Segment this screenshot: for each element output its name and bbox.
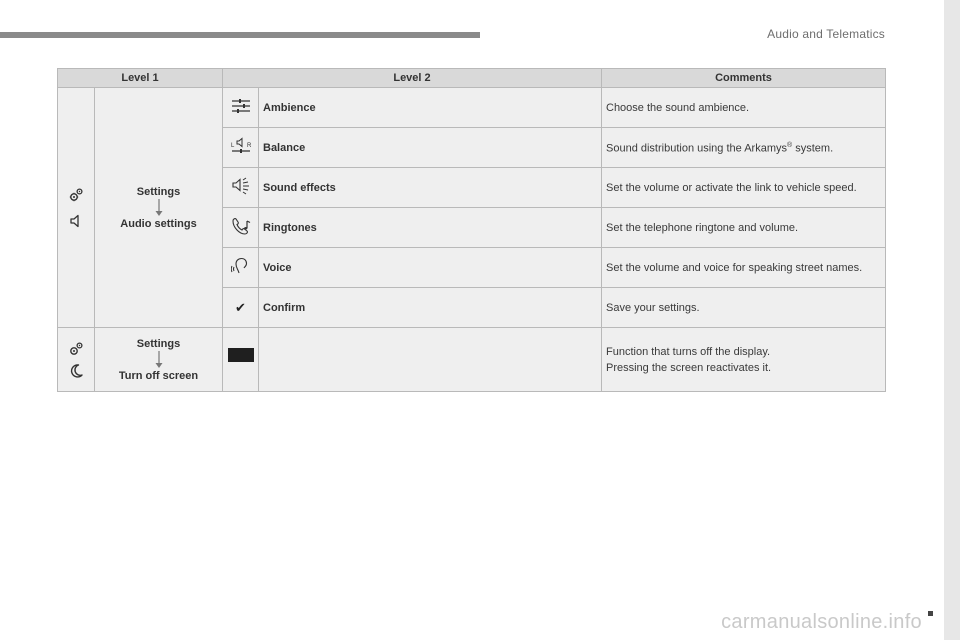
row-label-confirm: Confirm (259, 288, 602, 328)
level1-path-screen (95, 328, 223, 392)
watermark: carmanualsonline.info (721, 611, 922, 633)
icon-cell (223, 88, 259, 128)
svg-text:L: L (230, 143, 234, 149)
svg-text:R: R (246, 143, 251, 149)
row-label-ambience: Ambience (259, 88, 602, 128)
table-row (58, 88, 886, 128)
comment-line: Function that turns off the display. (606, 345, 771, 358)
moon-icon (68, 363, 84, 379)
row-comment-ringtones: Set the telephone ringtone and volume. (602, 208, 886, 248)
header-level1: Level 1 (58, 69, 223, 88)
balance-comment-text: Sound distribution using the Arkamys (606, 142, 787, 155)
settings-gears-icon (68, 341, 84, 357)
header-comments: Comments (602, 69, 886, 88)
voice-icon (231, 257, 251, 275)
row-comment-balance (602, 128, 886, 168)
sound-effects-icon (231, 177, 251, 195)
arrow-down-icon (154, 351, 164, 369)
level1-icons-audio (58, 88, 95, 328)
checkmark-icon: ✔ (235, 299, 246, 315)
row-comment-confirm: Save your settings. (602, 288, 886, 328)
row-comment-sound-effects: Set the volume or activate the link to vehicle speed. (602, 168, 886, 208)
table-header-row (58, 69, 886, 88)
level1-path-audio (95, 88, 223, 328)
row-comment-ambience: Choose the sound ambience. (602, 88, 886, 128)
ringtone-note-icon (231, 217, 251, 235)
side-strip (944, 0, 960, 640)
row-label-ringtones: Ringtones (259, 208, 602, 248)
speaker-icon (68, 213, 84, 229)
registered-mark: ® (787, 142, 793, 150)
comment-line: Pressing the screen reactivates it. (606, 361, 772, 374)
icon-cell (223, 328, 259, 392)
level1-icons-screen (58, 328, 95, 392)
icon-cell (223, 248, 259, 288)
row-label-turn-off-screen (259, 328, 602, 392)
page-header: Audio and Telematics (767, 27, 885, 41)
icon-cell (223, 208, 259, 248)
icon-cell (223, 168, 259, 208)
row-label-voice: Voice (259, 248, 602, 288)
row-label-sound-effects: Sound effects (259, 168, 602, 208)
settings-table (57, 68, 886, 392)
arrow-down-icon (154, 199, 164, 217)
balance-lr-icon (230, 137, 252, 155)
table-row (58, 328, 886, 392)
page-marker (928, 611, 933, 616)
equalizer-sliders-icon (231, 98, 251, 114)
header-level2: Level 2 (223, 69, 602, 88)
settings-gears-icon (68, 187, 84, 203)
row-label-balance: Balance (259, 128, 602, 168)
row-comment-turn-off-screen (602, 328, 886, 392)
path-settings-label: Settings (136, 337, 181, 350)
path-settings-label: Settings (136, 185, 181, 198)
icon-cell (223, 288, 259, 328)
header-rule (0, 32, 480, 38)
balance-comment-suffix: system. (792, 142, 834, 155)
black-screen-icon (228, 348, 254, 362)
path-turn-off-screen-label: Turn off screen (118, 369, 199, 382)
icon-cell (223, 128, 259, 168)
row-comment-voice: Set the volume and voice for speaking street names. (602, 248, 886, 288)
path-audio-settings-label: Audio settings (120, 217, 197, 230)
